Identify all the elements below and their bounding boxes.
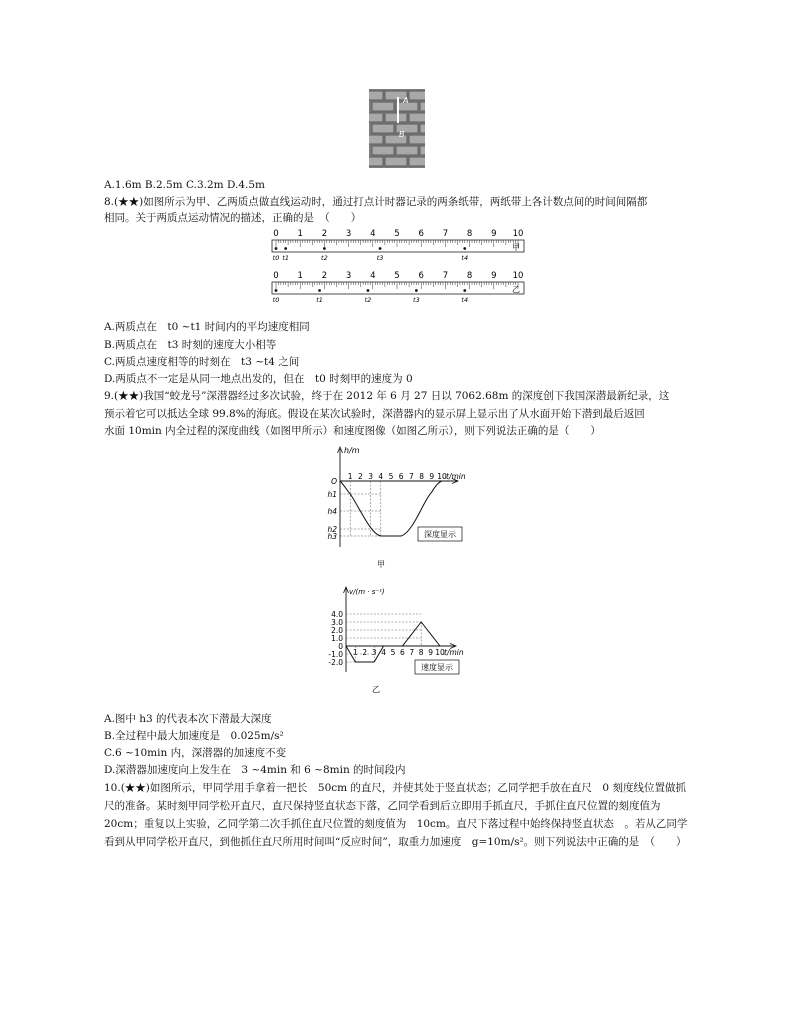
tape-yi-point (367, 289, 370, 292)
label-a: A (403, 96, 409, 105)
tape-yi-point (463, 289, 466, 292)
y-tick-label: 1.0 (331, 634, 343, 643)
tape-yi-num: 5 (394, 271, 400, 281)
x-tick-label: 1 (353, 648, 358, 657)
tape-jia-num: 8 (466, 229, 473, 239)
x-tick-label: 4 (381, 648, 386, 657)
tape-jia-point (323, 247, 326, 250)
tape-jia-point (379, 247, 382, 250)
x-tick-label: 3 (368, 472, 373, 481)
x-tick-label: 6 (398, 472, 404, 481)
y-tick-label: -2.0 (328, 658, 343, 667)
x-tick-label: 8 (419, 472, 424, 481)
tape-jia-point (284, 247, 287, 250)
tape-yi (272, 271, 524, 304)
y-tick-label: h3 (327, 532, 337, 541)
tape-jia-num: 2 (321, 229, 328, 239)
x-tick-label: 2 (358, 472, 363, 481)
q7-options: A.1.6m B.2.5m C.3.2m D.4.5m (104, 179, 265, 191)
q8-option-c: C.两质点速度相等的时刻在 t3 ~t4 之间 (104, 356, 300, 368)
tape-jia-point-label: t4 (461, 254, 469, 262)
q10-line-1: 10.(★★)如图所示，甲同学用手拿着一把长 50cm 的直尺，并使其处于竖直状态；乙同学把手放在直尺 0 刻度线位置做抓 (104, 782, 686, 794)
tape-jia-num: 10 (512, 229, 524, 239)
q9-option-c: C.6 ~10min 内，深潜器的加速度不变 (104, 747, 287, 759)
q9-stem-1: 9.(★★)我国“蛟龙号”深潜器经过多次试验，终于在 2012 年 6 月 27 日以 7062.68m 的深度创下我国深潜最新纪录，这 (104, 390, 670, 402)
tape-jia-point-label: t0 (272, 254, 280, 262)
y-tick-label: h1 (327, 490, 337, 499)
tape-yi-point-label: t3 (413, 296, 420, 304)
tape-jia-label: 甲 (512, 243, 520, 252)
x-tick-label: 3 (371, 648, 377, 657)
x-tick-label: 9 (429, 472, 435, 481)
y-tick-label: O (331, 477, 337, 486)
brick-wall-photo (369, 89, 425, 168)
x-axis-label: t/min (444, 648, 464, 657)
tape-jia-num: 9 (491, 229, 497, 239)
velocity-display-label: 速度显示 (421, 663, 453, 672)
tape-jia-num: 6 (418, 229, 424, 239)
tape-jia (272, 229, 524, 262)
x-tick-label: 5 (388, 472, 394, 481)
q9-option-a: A.图中 h3 的代表本次下潜最大深度 (104, 713, 272, 725)
q8-stem-1: 8.(★★)如图所示为甲、乙两质点做直线运动时，通过打点计时器记录的两条纸带，两纸带上各计数点间的时间间隔都 (104, 196, 648, 208)
x-tick-label: 10 (437, 472, 447, 481)
tape-yi-label: 乙 (512, 285, 520, 294)
q8-stem-2: 相同。关于两质点运动情况的描述，正确的是 （ ） (104, 212, 362, 224)
tape-yi-point-label: t2 (364, 296, 372, 304)
paper-tapes-figure (262, 228, 532, 312)
y-axis-label: h/m (344, 446, 360, 455)
tape-yi-point (318, 289, 321, 292)
x-tick-label: 8 (418, 648, 424, 657)
y-tick-label: h2 (327, 525, 337, 534)
q10-line-2: 尺的准备。某时刻甲同学松开直尺，直尺保持竖直状态下落，乙同学看到后立即用手抓直尺，手抓住直尺位置的刻度值为 (104, 800, 661, 812)
y-tick-label: 3.0 (331, 618, 343, 627)
depth-chart (322, 443, 502, 571)
x-tick-label: 7 (409, 472, 414, 481)
tape-yi-num: 6 (418, 271, 424, 281)
tape-jia-num: 3 (345, 229, 352, 239)
tape-yi-point (415, 289, 418, 292)
tape-yi-num: 10 (512, 271, 524, 281)
tape-jia-point-label: t1 (282, 254, 290, 262)
q9-stem-3: 水面 10min 内全过程的深度曲线（如图甲所示）和速度图像（如图乙所示），则下列说法正确的是（ ） (104, 425, 601, 437)
tape-yi-point-label: t4 (461, 296, 469, 304)
tape-jia-point-label: t2 (321, 254, 328, 262)
tape-yi-num: 8 (466, 271, 473, 281)
tape-jia-num: 5 (394, 229, 400, 239)
tape-yi-point-label: t1 (316, 296, 323, 304)
tape-jia-point (275, 247, 278, 250)
tape-jia-num: 0 (273, 229, 279, 239)
q10-line-3: 20cm；重复以上实验，乙同学第二次手抓住直尺位置的刻度值为 10cm。直尺下落过程中始终保持竖直状态 。若从乙同学 (104, 818, 688, 830)
tape-yi-num: 3 (345, 271, 352, 281)
q9-option-d: D.深潜器加速度向上发生在 3 ~4min 和 6 ~8min 的时间段内 (104, 764, 406, 776)
tape-yi-point-label: t0 (272, 296, 280, 304)
y-tick-label: 0 (338, 642, 343, 651)
tape-yi-num: 9 (491, 271, 497, 281)
label-b: B (399, 130, 405, 139)
depth-display-label: 深度显示 (424, 530, 456, 539)
chart-caption-yi: 乙 (372, 685, 380, 694)
velocity-chart (318, 584, 498, 696)
tape-yi-num: 0 (273, 271, 279, 281)
x-tick-label: 5 (390, 648, 396, 657)
x-tick-label: 4 (378, 472, 384, 481)
x-tick-label: 10 (435, 648, 445, 657)
x-tick-label: 2 (362, 648, 368, 657)
y-tick-label: 2.0 (331, 626, 343, 635)
x-axis-label: t/min (446, 472, 466, 481)
tape-jia-num: 1 (297, 229, 303, 239)
q10-line-4: 看到从甲同学松开直尺，到他抓住直尺所用时间叫“反应时间”，取重力加速度 g=10m/s²。则下列说法中正确的是 （ ） (104, 836, 687, 848)
tape-yi-num: 1 (297, 271, 303, 281)
tape-yi-point (275, 289, 278, 292)
tape-yi-num: 7 (442, 271, 449, 281)
tape-jia-num: 7 (442, 229, 449, 239)
x-tick-label: 1 (347, 472, 353, 481)
q8-option-a: A.两质点在 t0 ~t1 时间内的平均速度相同 (104, 321, 310, 333)
x-tick-label: 7 (409, 648, 415, 657)
q9-stem-2: 预示着它可以抵达全球 99.8%的海底。假设在某次试验时，深潜器内的显示屏上显示出了从水面开始下潜到最后返回 (104, 408, 645, 420)
q8-option-b: B.两质点在 t3 时刻的速度大小相等 (104, 339, 277, 351)
chart-caption-jia: 甲 (377, 560, 385, 569)
y-axis-label: v/(m · s⁻¹) (349, 588, 385, 596)
x-tick-label: 9 (428, 648, 433, 657)
y-tick-label: -1.0 (328, 650, 343, 659)
tape-jia-num: 4 (370, 229, 376, 239)
tape-yi-num: 2 (321, 271, 328, 281)
y-tick-label: h4 (327, 507, 337, 516)
tape-yi-num: 4 (370, 271, 376, 281)
tape-jia-point-label: t3 (376, 254, 384, 262)
tape-jia-point (463, 247, 466, 250)
y-tick-label: 4.0 (331, 610, 343, 619)
x-tick-label: 6 (400, 648, 405, 657)
q8-option-d: D.两质点不一定是从同一地点出发的，但在 t0 时刻甲的速度为 0 (104, 373, 413, 385)
q9-option-b: B.全过程中最大加速度是 0.025m/s² (104, 730, 284, 742)
